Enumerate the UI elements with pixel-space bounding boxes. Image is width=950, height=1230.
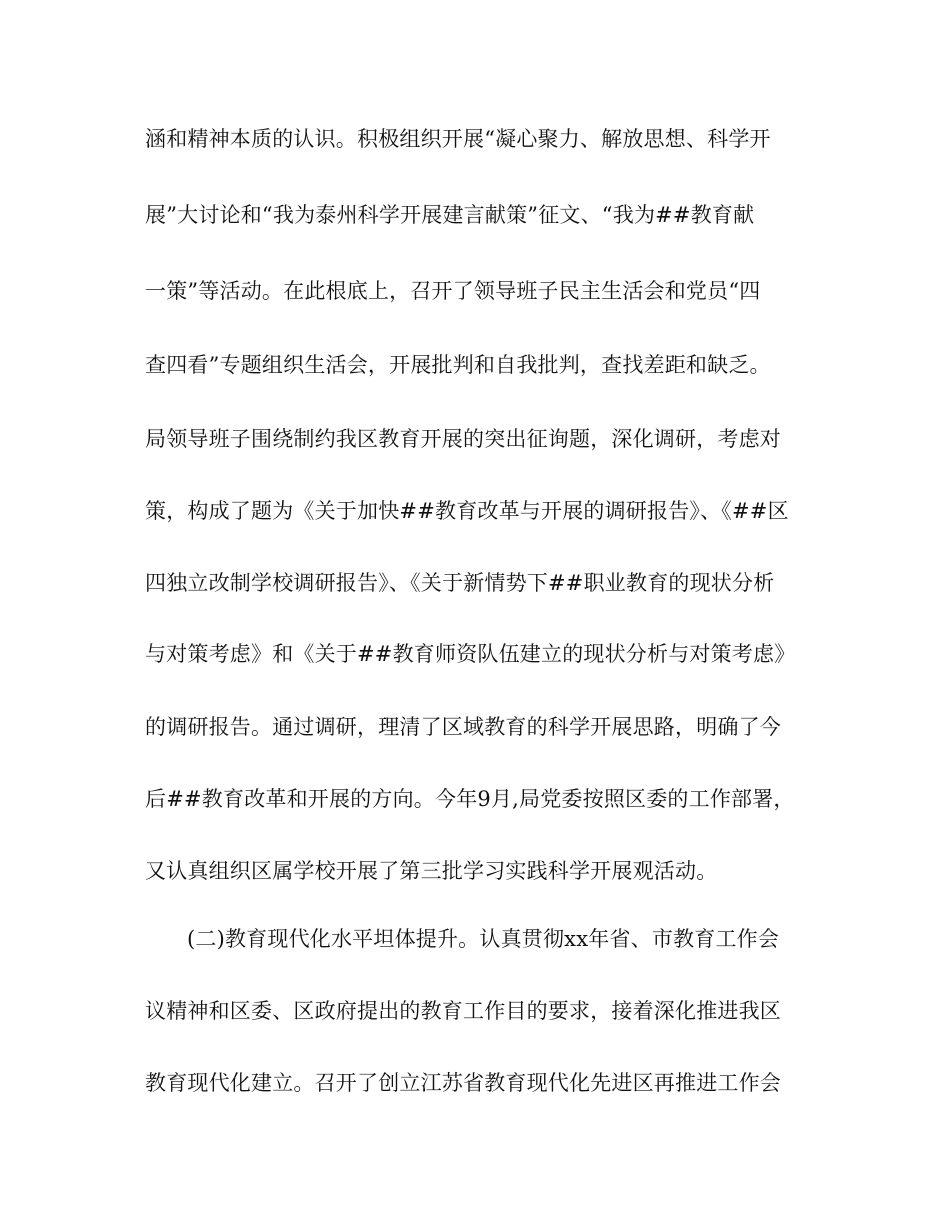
body-text-line: 后##教育改革和开展的方向。今年9月,局党委按照区委的工作部署， — [145, 787, 795, 811]
body-text-line: 涵和精神本质的认识。积极组织开展“凝心聚力、解放思想、科学开 — [145, 127, 771, 151]
body-text-line: 四独立改制学校调研报告》、《关于新情势下##职业教育的现状分析 — [145, 571, 775, 595]
body-text-line: 局领导班子围绕制约我区教育开展的突出征询题，深化调研，考虑对 — [145, 427, 781, 451]
body-text-line: 的调研报告。通过调研，理清了区域教育的科学开展思路，明确了今 — [145, 715, 781, 739]
body-text-line: 议精神和区委、区政府提出的教育工作目的要求，接着深化推进我区 — [145, 999, 781, 1023]
body-text-line: 教育现代化建立。召开了创立江苏省教育现代化先进区再推进工作会 — [145, 1071, 781, 1095]
paragraph-start-line: (二)教育现代化水平坦体提升。认真贯彻xx年省、市教育工作会 — [187, 927, 780, 951]
body-text-line: 查四看”专题组织生活会，开展批判和自我批判，查找差距和缺乏。 — [145, 353, 771, 377]
body-text-line: 又认真组织区属学校开展了第三批学习实践科学开展观活动。 — [145, 859, 718, 883]
body-text-line: 与对策考虑》和《关于##教育师资队伍建立的现状分析与对策考虑》 — [145, 642, 796, 666]
body-text-line: 展”大讨论和“我为泰州科学开展建言献策”征文、“我为##教育献 — [145, 203, 755, 227]
body-text-line: 一策”等活动。在此根底上，召开了领导班子民主生活会和党员“四 — [145, 279, 761, 303]
body-text-line: 策，构成了题为《关于加快##教育改革与开展的调研报告》、《##区 — [145, 499, 789, 523]
